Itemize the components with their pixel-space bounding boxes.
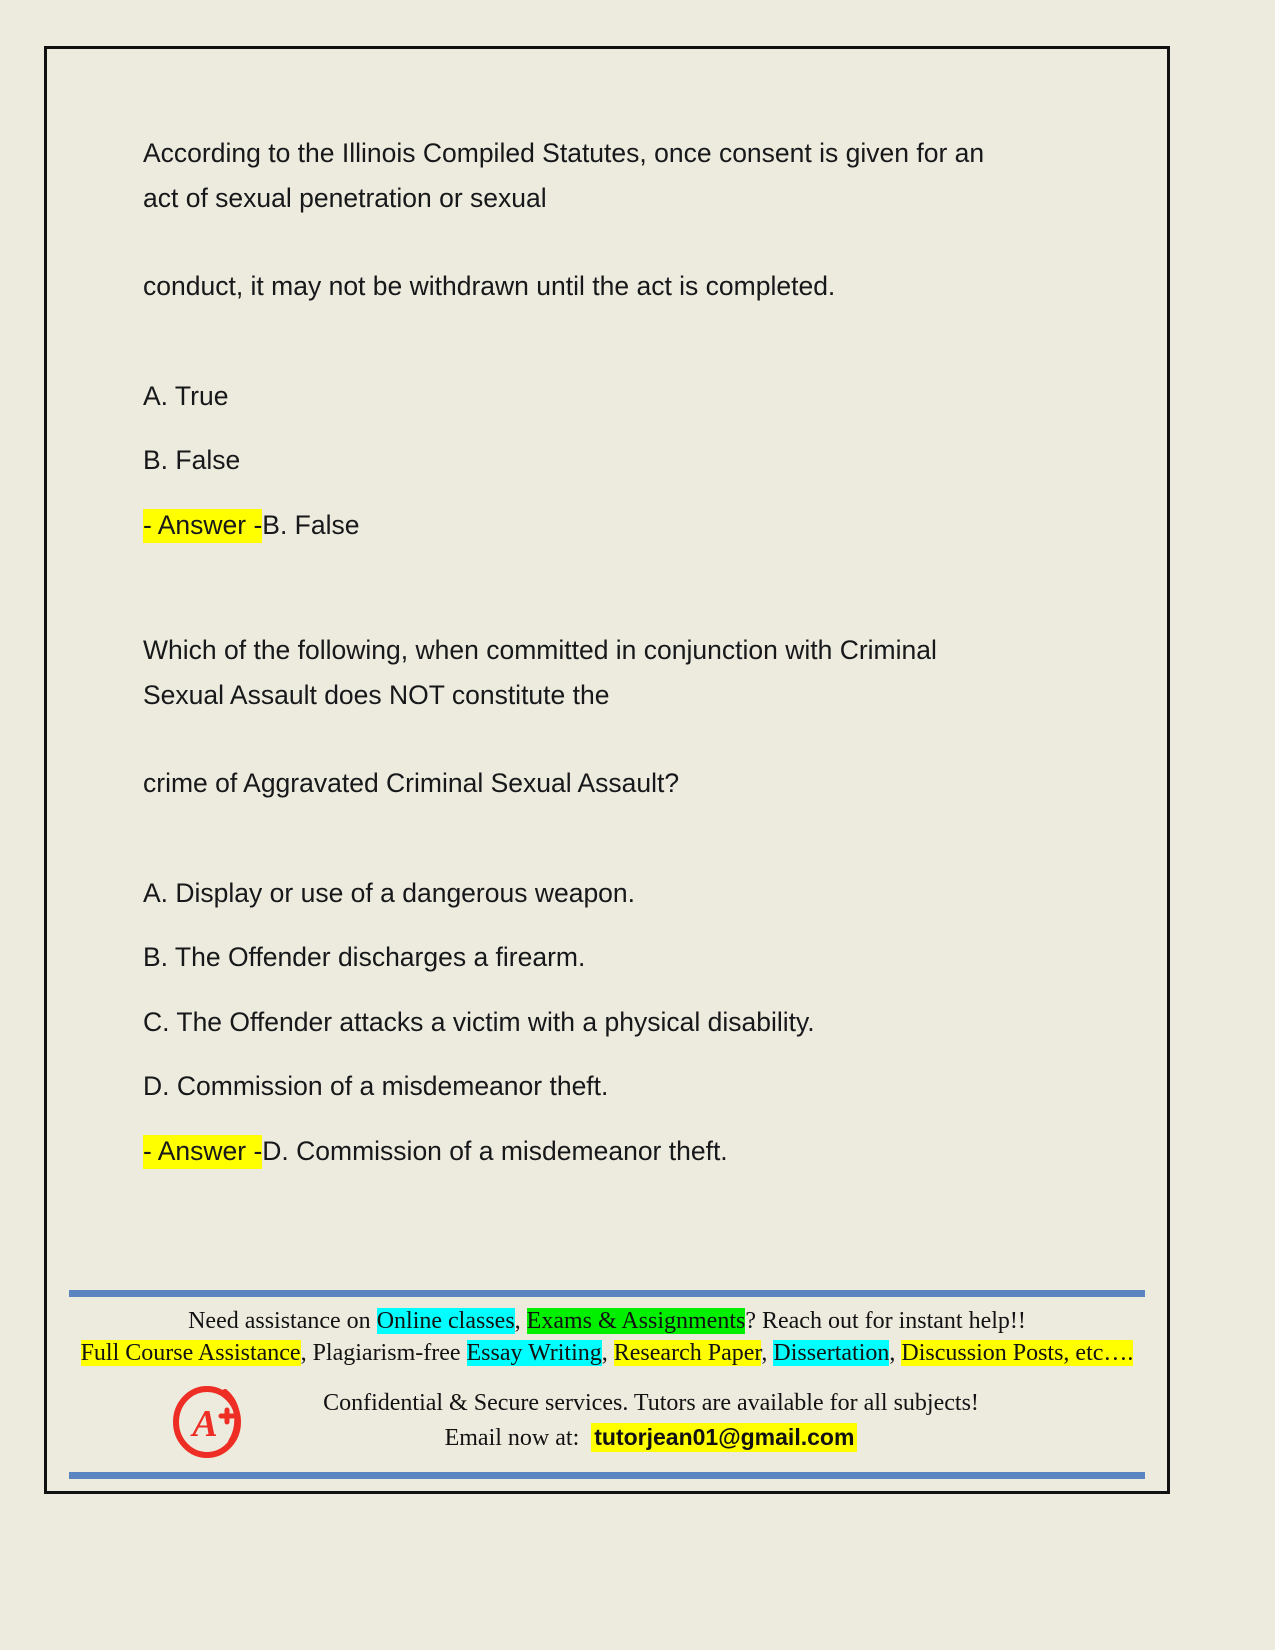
spacer	[143, 717, 1093, 761]
promo-dissertation: Dissertation	[773, 1339, 890, 1366]
footer	[69, 1290, 1145, 1479]
question-1-answer-marker: - Answer -	[143, 509, 262, 543]
promo-full-course-assistance: Full Course Assistance	[80, 1339, 301, 1366]
promo-text-outro: ? Reach out for instant help!!	[745, 1308, 1026, 1335]
question-2-answer-line	[143, 1135, 1093, 1166]
question-2-option-c[interactable]: C. The Offender attacks a victim with a physical disability.	[143, 1006, 815, 1037]
promo-text-intro: Need assistance on	[188, 1308, 377, 1335]
question-2-option-b[interactable]: B. The Offender discharges a firearm.	[143, 942, 586, 973]
question-1-stem-line-2: act of sexual penetration or sexual	[143, 182, 547, 213]
promo-sep-1: ,	[601, 1339, 614, 1366]
email-label: Email now at:	[444, 1425, 580, 1451]
promo-discussion-posts: Discussion Posts, etc….	[901, 1339, 1134, 1366]
question-1-option-b[interactable]: B. False	[143, 445, 241, 476]
spacer	[143, 538, 1093, 628]
document-body	[143, 131, 1093, 1164]
question-1-answer-text: B. False	[262, 509, 360, 540]
question-block-2	[143, 628, 1093, 1164]
email-address[interactable]: tutorjean01@gmail.com	[591, 1423, 857, 1452]
promo-plagiarism-free: , Plagiarism-free	[300, 1339, 467, 1366]
footer-divider-top	[69, 1290, 1145, 1297]
promo-sep-3: ,	[889, 1339, 902, 1366]
question-1-stem-line-1: According to the Illinois Compiled Statutes, once consent is given for an	[143, 138, 985, 168]
promo-comma: ,	[514, 1308, 527, 1335]
question-2-stem-line-2: Sexual Assault does NOT constitute the	[143, 679, 610, 710]
contact-row	[69, 1382, 1145, 1460]
question-block-1	[143, 131, 1093, 538]
spacer	[143, 309, 1093, 383]
confidential-note: Confidential & Secure services. Tutors are available for all subjects!	[323, 1390, 979, 1416]
svg-text:A: A	[192, 1403, 218, 1445]
question-2-option-d[interactable]: D. Commission of a misdemeanor theft.	[143, 1071, 609, 1102]
promo-essay-writing: Essay Writing	[466, 1339, 602, 1366]
promo-online-classes: Online classes	[376, 1308, 515, 1335]
promo-sep-2: ,	[761, 1339, 774, 1366]
spacer	[143, 806, 1093, 880]
email-line	[267, 1424, 1035, 1452]
promo-exams-assignments: Exams & Assignments	[526, 1308, 746, 1335]
question-1-option-a[interactable]: A. True	[143, 380, 229, 411]
spacer	[143, 220, 1093, 264]
promo-line-2	[69, 1339, 1145, 1368]
promo-research-paper: Research Paper	[613, 1339, 762, 1366]
question-1-answer-line	[143, 509, 1093, 540]
footer-divider-bottom	[69, 1472, 1145, 1479]
promo-line-1	[69, 1307, 1145, 1336]
contact-text-block	[267, 1390, 1145, 1452]
a-plus-grade-icon	[169, 1382, 247, 1460]
question-2-option-a[interactable]: A. Display or use of a dangerous weapon.	[143, 877, 636, 908]
question-1-stem-line-3: conduct, it may not be withdrawn until the act is completed.	[143, 271, 836, 302]
question-2-stem-line-3: crime of Aggravated Criminal Sexual Assault?	[143, 768, 680, 799]
question-2-stem-line-1: Which of the following, when committed in conjunction with Criminal	[143, 635, 937, 666]
question-2-answer-marker: - Answer -	[143, 1135, 262, 1169]
question-2-answer-text: D. Commission of a misdemeanor theft.	[262, 1135, 728, 1166]
document-page	[44, 46, 1170, 1494]
